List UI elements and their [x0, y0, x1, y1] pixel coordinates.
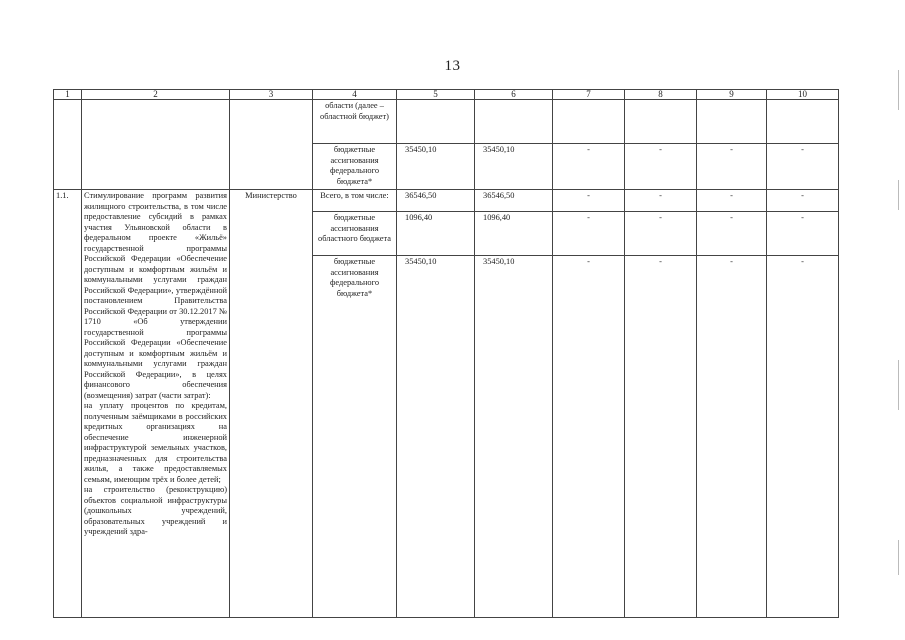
column-header: 10	[767, 90, 839, 100]
value-cell: -	[625, 190, 697, 212]
table-cell	[553, 100, 625, 144]
value-cell: -	[767, 256, 839, 618]
column-header: 8	[625, 90, 697, 100]
value-cell: -	[767, 212, 839, 256]
column-header: 9	[697, 90, 767, 100]
description-paragraph: на строительство (реконструкцию) объектов социальной инфраструктуры (дошкольных учреждений, образовательных учреждений и учреждений здра-	[84, 485, 227, 536]
column-number-row	[54, 90, 839, 100]
value-cell: 35450,10	[475, 144, 553, 190]
table-cell	[82, 100, 230, 190]
source-label: бюджетные ассигнования федерального бюджета*	[313, 256, 397, 618]
column-header: 5	[397, 90, 475, 100]
value-cell: -	[697, 212, 767, 256]
source-label: бюджетные ассигнования федерального бюджета*	[313, 144, 397, 190]
value-cell: -	[553, 212, 625, 256]
table-row	[54, 100, 839, 144]
value-cell: 36546,50	[397, 190, 475, 212]
value-cell: 35450,10	[397, 256, 475, 618]
value-cell: -	[553, 190, 625, 212]
value-cell: 35450,10	[397, 144, 475, 190]
description-paragraph: на уплату процентов по кредитам, полученным заёмщиками в российских кредитных организациях на обеспечение инженерной инфраструктурой земельных участков, предназначенных для строительства жилья, а также предоставляемых семьям, имеющим трёх и более детей;	[84, 401, 227, 484]
table-cell	[697, 100, 767, 144]
value-cell: 35450,10	[475, 256, 553, 618]
value-cell: 36546,50	[475, 190, 553, 212]
column-header: 7	[553, 90, 625, 100]
scan-edge-marks	[895, 60, 899, 640]
item-description	[82, 190, 230, 618]
table-cell	[54, 100, 82, 190]
source-label: бюджетные ассигнования областного бюджета	[313, 212, 397, 256]
value-cell: 1096,40	[475, 212, 553, 256]
column-header: 1	[54, 90, 82, 100]
value-cell: -	[625, 144, 697, 190]
source-label: Всего, в том числе:	[313, 190, 397, 212]
column-header: 6	[475, 90, 553, 100]
value-cell: -	[697, 190, 767, 212]
value-cell: -	[553, 256, 625, 618]
value-cell: -	[625, 256, 697, 618]
value-cell: -	[697, 256, 767, 618]
column-header: 4	[313, 90, 397, 100]
table-cell	[475, 100, 553, 144]
table-cell	[397, 100, 475, 144]
table-cell	[625, 100, 697, 144]
value-cell: 1096,40	[397, 212, 475, 256]
table-cell	[767, 100, 839, 144]
table-row	[54, 190, 839, 212]
column-header: 3	[230, 90, 313, 100]
budget-table	[53, 89, 839, 618]
page-number: 13	[444, 58, 461, 74]
value-cell: -	[625, 212, 697, 256]
value-cell: -	[767, 190, 839, 212]
value-cell: -	[697, 144, 767, 190]
value-cell: -	[553, 144, 625, 190]
table-cell	[230, 100, 313, 190]
executor: Министерство	[230, 190, 313, 618]
value-cell: -	[767, 144, 839, 190]
description-paragraph: Стимулирование программ развития жилищного строительства, в том числе предоставление субсидий в рамках участия Ульяновской области в федеральном проекте «Жильё» государственной программы Российской Федерации «Обеспечение доступным и комфортным жильём и коммунальными услугами граждан Российской Федерации», утверждённой постановлением Правительства Российской Федерации от 30.12.2017 № 1710 «Об утверждении государственной программы Российской Федерации «Обеспечение доступным и комфортным жильём и коммунальными услугами граждан Российской Федерации», в целях финансового обеспечения (возмещения) затрат (части затрат):	[84, 191, 227, 400]
source-label: области (далее – областной бюджет)	[313, 100, 397, 144]
item-number: 1.1.	[54, 190, 82, 618]
column-header: 2	[82, 90, 230, 100]
